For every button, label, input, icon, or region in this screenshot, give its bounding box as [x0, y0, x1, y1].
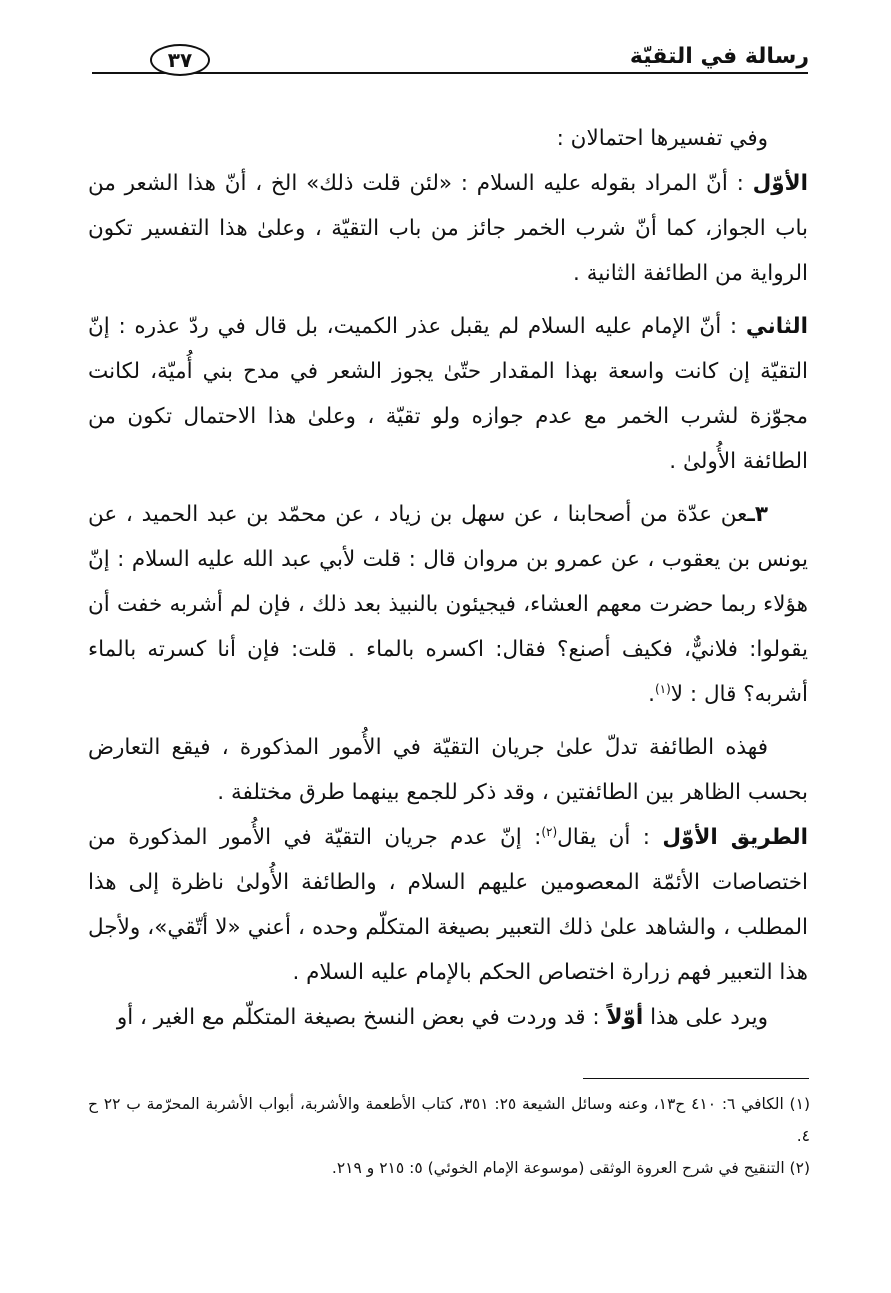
objection-text-b: : قد وردت في بعض النسخ بصيغة المتكلّم مع الغير ، أو — [116, 1005, 600, 1030]
second-text: : أنّ الإمام عليه السلام لم يقبل عذر الكميت، بل قال في ردّ عذره : إنّ التقيّة إن كانت واسعة بهذا المقدار حتّىٰ يجوز الشعر في مدح بني أُميّة، لكانت مجوّزة لشرب الخمر مع عدم جوازه ولو تقيّة ، وعلىٰ هذا الاحتمال تكون من الطائفة الأُولىٰ . — [88, 314, 808, 474]
header-rule — [92, 72, 808, 74]
paragraph-intro — [88, 116, 808, 161]
first-method-text-b: : إنّ عدم جريان التقيّة في الأُمور المذكورة من اختصاصات الأئمّة المعصومين عليهم السلام ، والطائفة الأُولىٰ ناظرة إلى هذا المطلب ، والشاهد علىٰ ذلك التعبير بصيغة المتكلّم وحده ، أعني «لا أتّقي»، ولأجل هذا التعبير فهم زرارة اختصاص الحكم بالإمام عليه السلام . — [88, 825, 808, 985]
objection-text-a: ويرد على هذا — [650, 1005, 768, 1030]
first-method-text-a: : أن يقال — [557, 825, 650, 850]
page-number: ٣٧ — [150, 44, 210, 76]
narration-number: ٣ـ — [747, 502, 768, 527]
first-heading: الأوّل — [752, 171, 808, 196]
footnote-separator — [583, 1078, 809, 1079]
narration-text: عن عدّة من أصحابنا ، عن سهل بن زياد ، عن محمّد بن عبد الحميد ، عن يونس بن يعقوب ، عن عمرو بن مروان قال : قلت لأبي عبد الله عليه السلام : إنّ هؤلاء ربما حضرت معهم العشاء، فيجيئون بالنبيذ بعد ذلك ، فإن لم أشربه خفت أن يقولوا: فلانيٌّ، فكيف أصنع؟ فقال: اكسره بالماء . قلت: فإن أنا كسرته بالماء أشربه؟ قال : لا — [88, 502, 808, 707]
footnote-1: (١) الكافي ٦: ٤١٠ ح١٣، وعنه وسائل الشيعة ٢٥: ٣٥١، كتاب الأطعمة والأشربة، أبواب الأشربة المحرّمة ب ٢٢ ح ٤. — [88, 1095, 810, 1145]
paragraph-second-interpretation — [88, 304, 808, 484]
running-header-title: رسالة في التقيّة — [629, 44, 809, 69]
paragraph-objection — [88, 995, 808, 1040]
paragraph-first-interpretation — [88, 161, 808, 296]
footnote-2: (٢) التنقيح في شرح العروة الوثقى (موسوعة الإمام الخوئي) ٥: ٢١٥ و ٢١٩. — [331, 1159, 810, 1177]
conflict-text: فهذه الطائفة تدلّ علىٰ جريان التقيّة في الأُمور المذكورة ، فيقع التعارض بحسب الظاهر بين الطائفتين ، وقد ذكر للجمع بينهما طرق مختلفة . — [88, 735, 808, 805]
second-heading: الثاني — [745, 314, 808, 339]
main-text — [88, 116, 808, 1040]
narration-end: . — [648, 682, 655, 707]
paragraph-first-method — [88, 815, 808, 995]
first-text: : أنّ المراد بقوله عليه السلام : «لئن قلت ذلك» الخ ، أنّ هذا الشعر من باب الجواز، كما أنّ شرب الخمر جائز من باب التقيّة ، وعلىٰ هذا التفسير تكون الرواية من الطائفة الثانية . — [88, 171, 808, 286]
footnote-ref-1[interactable]: (١) — [654, 681, 671, 696]
first-method-heading: الطريق الأوّل — [662, 825, 808, 850]
footnote-ref-2[interactable]: (٢) — [541, 824, 558, 839]
objection-firstly: أوّلاً — [606, 1005, 644, 1030]
paragraph-conflict — [88, 725, 808, 815]
paragraph-narration-3 — [88, 492, 808, 717]
intro-text: وفي تفسيرها احتمالان : — [556, 126, 768, 151]
footnotes — [88, 1088, 810, 1184]
